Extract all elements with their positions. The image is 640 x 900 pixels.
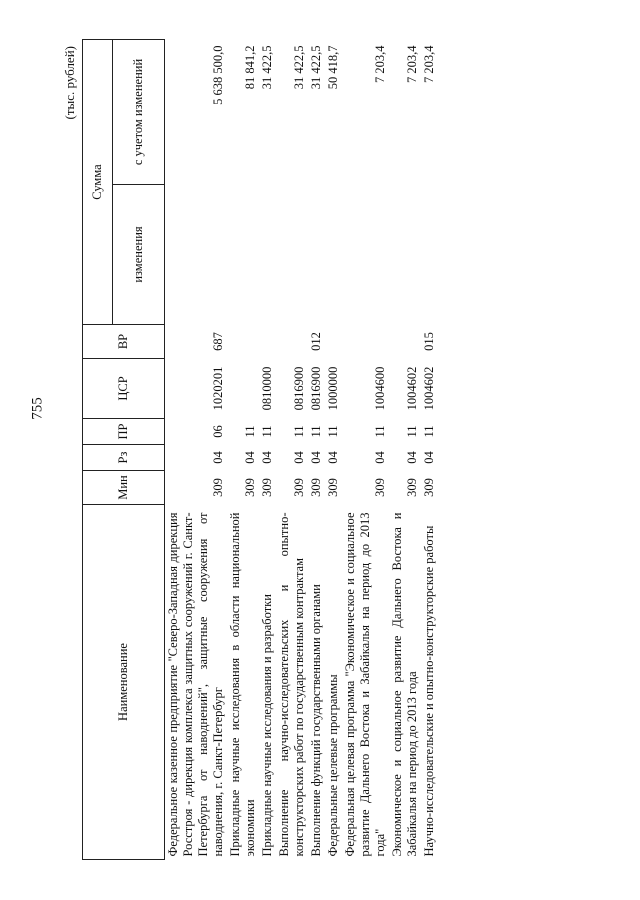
row-name: Научно-исследовательские и опытно-конструкторские работы <box>422 525 436 857</box>
header-name: Наименование <box>83 505 165 860</box>
table-row <box>342 40 389 860</box>
row-csr: 0816900 <box>292 366 306 411</box>
row-vr: 015 <box>422 332 436 351</box>
row-pr: 11 <box>422 425 436 438</box>
row-csr <box>227 359 259 419</box>
row-csr: 1004602 <box>405 366 419 411</box>
row-vr <box>259 325 276 359</box>
row-total: 31 422,5 <box>309 45 323 90</box>
header-rz: Рз <box>83 445 165 471</box>
row-changes <box>308 185 325 325</box>
row-changes <box>165 185 228 325</box>
row-rz: 04 <box>422 451 436 464</box>
row-changes <box>276 185 308 325</box>
row-pr: 11 <box>260 425 274 438</box>
row-changes <box>342 185 389 325</box>
row-vr <box>325 325 342 359</box>
header-with-changes: с учетом изменений <box>113 40 165 185</box>
row-name: Прикладные научные исследования в области национальной экономики <box>228 512 257 857</box>
row-csr: 1004600 <box>373 366 387 411</box>
header-changes: изменения <box>113 185 165 325</box>
row-pr: 11 <box>405 425 419 438</box>
row-rz: 04 <box>292 451 306 464</box>
row-changes <box>389 185 421 325</box>
row-rz: 04 <box>309 451 323 464</box>
row-pr: 11 <box>243 425 257 438</box>
row-min: 309 <box>373 478 387 497</box>
table-row <box>259 40 276 860</box>
row-vr <box>389 325 421 359</box>
units-caption-row <box>60 40 82 860</box>
table-row <box>227 40 259 860</box>
table-row <box>325 40 342 860</box>
row-rz: 04 <box>243 451 257 464</box>
row-total: 81 841,2 <box>243 45 257 90</box>
row-rz: 04 <box>211 451 225 464</box>
row-rz: 04 <box>326 451 340 464</box>
row-name: Федеральная целевая программа "Экономическое и социальное развитие Дальнего Востока и Забайкалья на период до 2013 года" <box>343 512 387 857</box>
table-body <box>165 40 439 860</box>
row-name: Выполнение научно-исследовательских и опытно-конструкторских работ по государственным контрактам <box>277 512 306 857</box>
header-min: Мин <box>83 471 165 505</box>
table-row <box>421 40 438 860</box>
table-row <box>389 40 421 860</box>
row-name: Федеральные целевые программы <box>326 674 340 857</box>
row-min: 309 <box>309 478 323 497</box>
row-vr: 012 <box>309 332 323 351</box>
header-sum: Сумма <box>83 40 113 325</box>
row-min: 309 <box>211 478 225 497</box>
row-min: 309 <box>292 478 306 497</box>
row-name: Прикладные научные исследования и разработки <box>260 594 274 857</box>
row-changes <box>325 185 342 325</box>
row-rz: 04 <box>405 451 419 464</box>
row-total: 7 203,4 <box>373 45 387 83</box>
header-vr: ВР <box>83 325 165 359</box>
row-rz: 04 <box>373 451 387 464</box>
row-name: Федеральное казенное предприятие "Северо-Западная дирекция Росстроя - дирекция комплекса защитных сооружений г. Санкт-Петербурга от наводнений", защитные сооружения от наводнения, г. Санкт-Петербург <box>166 512 225 857</box>
row-pr: 11 <box>373 425 387 438</box>
row-csr: 1004602 <box>422 366 436 411</box>
table-row <box>308 40 325 860</box>
row-pr: 11 <box>292 425 306 438</box>
row-name: Экономическое и социальное развитие Дальнего Востока и Забайкалья на период до 2013 года <box>390 512 419 857</box>
header-csr: ЦСР <box>83 359 165 419</box>
row-total: 50 418,7 <box>326 45 340 90</box>
row-total: 31 422,5 <box>292 45 306 90</box>
row-csr: 1000000 <box>326 366 340 411</box>
row-vr <box>227 325 259 359</box>
row-total: 5 638 500,0 <box>211 45 225 105</box>
row-min: 309 <box>405 478 419 497</box>
row-name: Выполнение функций государственными органами <box>309 584 323 857</box>
row-vr <box>276 325 308 359</box>
row-csr: 0816900 <box>309 366 323 411</box>
row-vr: 687 <box>211 332 225 351</box>
header-pr: ПР <box>83 419 165 445</box>
budget-table <box>82 39 438 860</box>
row-changes <box>421 185 438 325</box>
row-changes <box>227 185 259 325</box>
row-min: 309 <box>326 478 340 497</box>
row-total: 31 422,5 <box>260 45 274 90</box>
row-pr: 11 <box>326 425 340 438</box>
row-csr: 0810000 <box>260 366 274 411</box>
row-pr: 06 <box>211 425 225 438</box>
page-number: 755 <box>29 397 46 420</box>
table-row <box>165 40 228 860</box>
row-min: 309 <box>243 478 257 497</box>
row-min: 309 <box>260 478 274 497</box>
budget-page <box>60 40 530 860</box>
row-csr: 1020201 <box>211 366 225 411</box>
row-rz: 04 <box>260 451 274 464</box>
row-pr: 11 <box>309 425 323 438</box>
units-caption: (тыс. рублей) <box>62 46 77 120</box>
row-min: 309 <box>422 478 436 497</box>
row-vr <box>342 325 389 359</box>
row-changes <box>259 185 276 325</box>
table-row <box>276 40 308 860</box>
row-total: 7 203,4 <box>422 45 436 83</box>
row-total: 7 203,4 <box>405 45 419 83</box>
table-header <box>83 40 165 860</box>
